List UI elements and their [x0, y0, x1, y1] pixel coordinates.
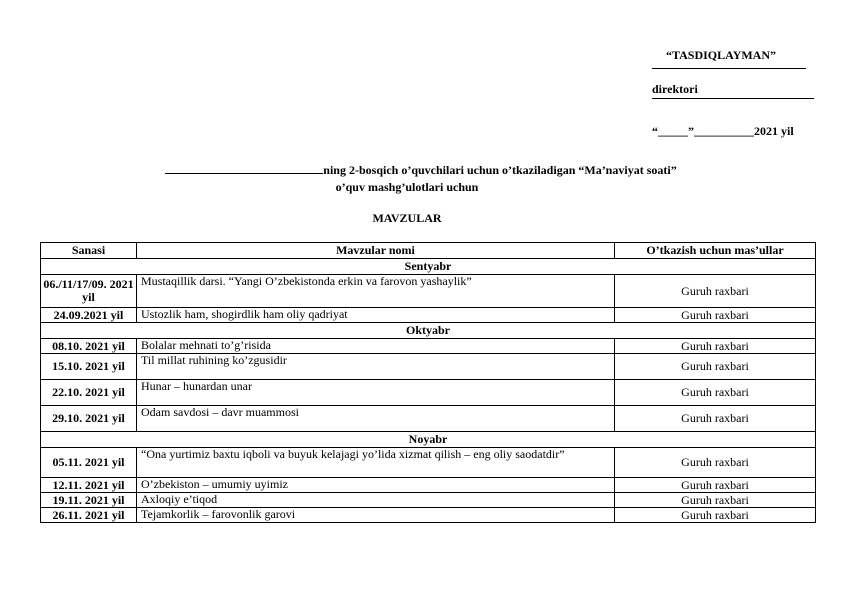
- topic-cell: Tejamkorlik – farovonlik garovi: [137, 508, 615, 523]
- column-header-responsible: O’tkazish uchun mas’ullar: [615, 243, 816, 259]
- institution-blank: [165, 163, 323, 174]
- month-row-november: [41, 432, 816, 448]
- responsible-cell: Guruh raxbari: [615, 354, 816, 380]
- topic-cell: Hunar – hunardan unar: [137, 380, 615, 406]
- month-label: Sentyabr: [41, 259, 816, 275]
- header-line-1: [0, 163, 842, 178]
- approval-role: direktori: [652, 82, 698, 96]
- table-row: [41, 339, 816, 354]
- topic-cell: Ustozlik ham, shogirdlik ham oliy qadriyat: [137, 308, 615, 323]
- date-cell: 19.11. 2021 yil: [41, 493, 137, 508]
- table-row: [41, 448, 816, 478]
- month-row-september: [41, 259, 816, 275]
- header-line-1-text: ning 2-bosqich o’quvchilari uchun o’tkaziladigan “Ma’naviyat soati”: [323, 163, 677, 177]
- topic-cell: Odam savdosi – davr muammosi: [137, 406, 615, 432]
- topics-table: [40, 242, 816, 523]
- month-label: Noyabr: [41, 432, 816, 448]
- table-row: [41, 406, 816, 432]
- date-cell: 15.10. 2021 yil: [41, 354, 137, 380]
- table-row: [41, 380, 816, 406]
- topic-cell: Til millat ruhining ko’zgusidir: [137, 354, 615, 380]
- table-row: [41, 275, 816, 308]
- topic-cell: Mustaqillik darsi. “Yangi O’zbekistonda erkin va farovon yashaylik”: [137, 275, 615, 308]
- table-row: [41, 478, 816, 493]
- date-cell: 24.09.2021 yil: [41, 308, 137, 323]
- topic-cell: O’zbekiston – umumiy uyimiz: [137, 478, 615, 493]
- topic-cell: Bolalar mehnati to’g’risida: [137, 339, 615, 354]
- responsible-cell: Guruh raxbari: [615, 275, 816, 308]
- column-header-topic: Mavzular nomi: [137, 243, 615, 259]
- month-label: Oktyabr: [41, 323, 816, 339]
- table-row: [41, 354, 816, 380]
- name-line: [652, 98, 814, 99]
- approval-date-line: “_____”__________2021 yil: [652, 124, 794, 138]
- responsible-cell: Guruh raxbari: [615, 308, 816, 323]
- date-cell: 06./11/17/09. 2021 yil: [41, 275, 137, 308]
- topic-cell: Axloqiy e’tiqod: [137, 493, 615, 508]
- table-row: [41, 508, 816, 523]
- header-line-2: o’quv mashg’ulotlari uchun: [335, 180, 479, 194]
- date-cell: 22.10. 2021 yil: [41, 380, 137, 406]
- table-header-row: [41, 243, 816, 259]
- approval-title: “TASDIQLAYMAN”: [666, 48, 777, 62]
- date-cell: 08.10. 2021 yil: [41, 339, 137, 354]
- table-row: [41, 493, 816, 508]
- responsible-cell: Guruh raxbari: [615, 406, 816, 432]
- signature-line: [652, 68, 806, 69]
- column-header-date: Sanasi: [41, 243, 137, 259]
- topic-cell: “Ona yurtimiz baxtu iqboli va buyuk kelajagi yo’lida xizmat qilish – eng oliy saodatdir”: [137, 448, 615, 478]
- date-cell: 12.11. 2021 yil: [41, 478, 137, 493]
- responsible-cell: Guruh raxbari: [615, 448, 816, 478]
- date-cell: 26.11. 2021 yil: [41, 508, 137, 523]
- table-row: [41, 308, 816, 323]
- responsible-cell: Guruh raxbari: [615, 339, 816, 354]
- document-title: MAVZULAR: [372, 211, 442, 225]
- month-row-october: [41, 323, 816, 339]
- responsible-cell: Guruh raxbari: [615, 478, 816, 493]
- date-cell: 05.11. 2021 yil: [41, 448, 137, 478]
- date-cell: 29.10. 2021 yil: [41, 406, 137, 432]
- responsible-cell: Guruh raxbari: [615, 493, 816, 508]
- responsible-cell: Guruh raxbari: [615, 380, 816, 406]
- responsible-cell: Guruh raxbari: [615, 508, 816, 523]
